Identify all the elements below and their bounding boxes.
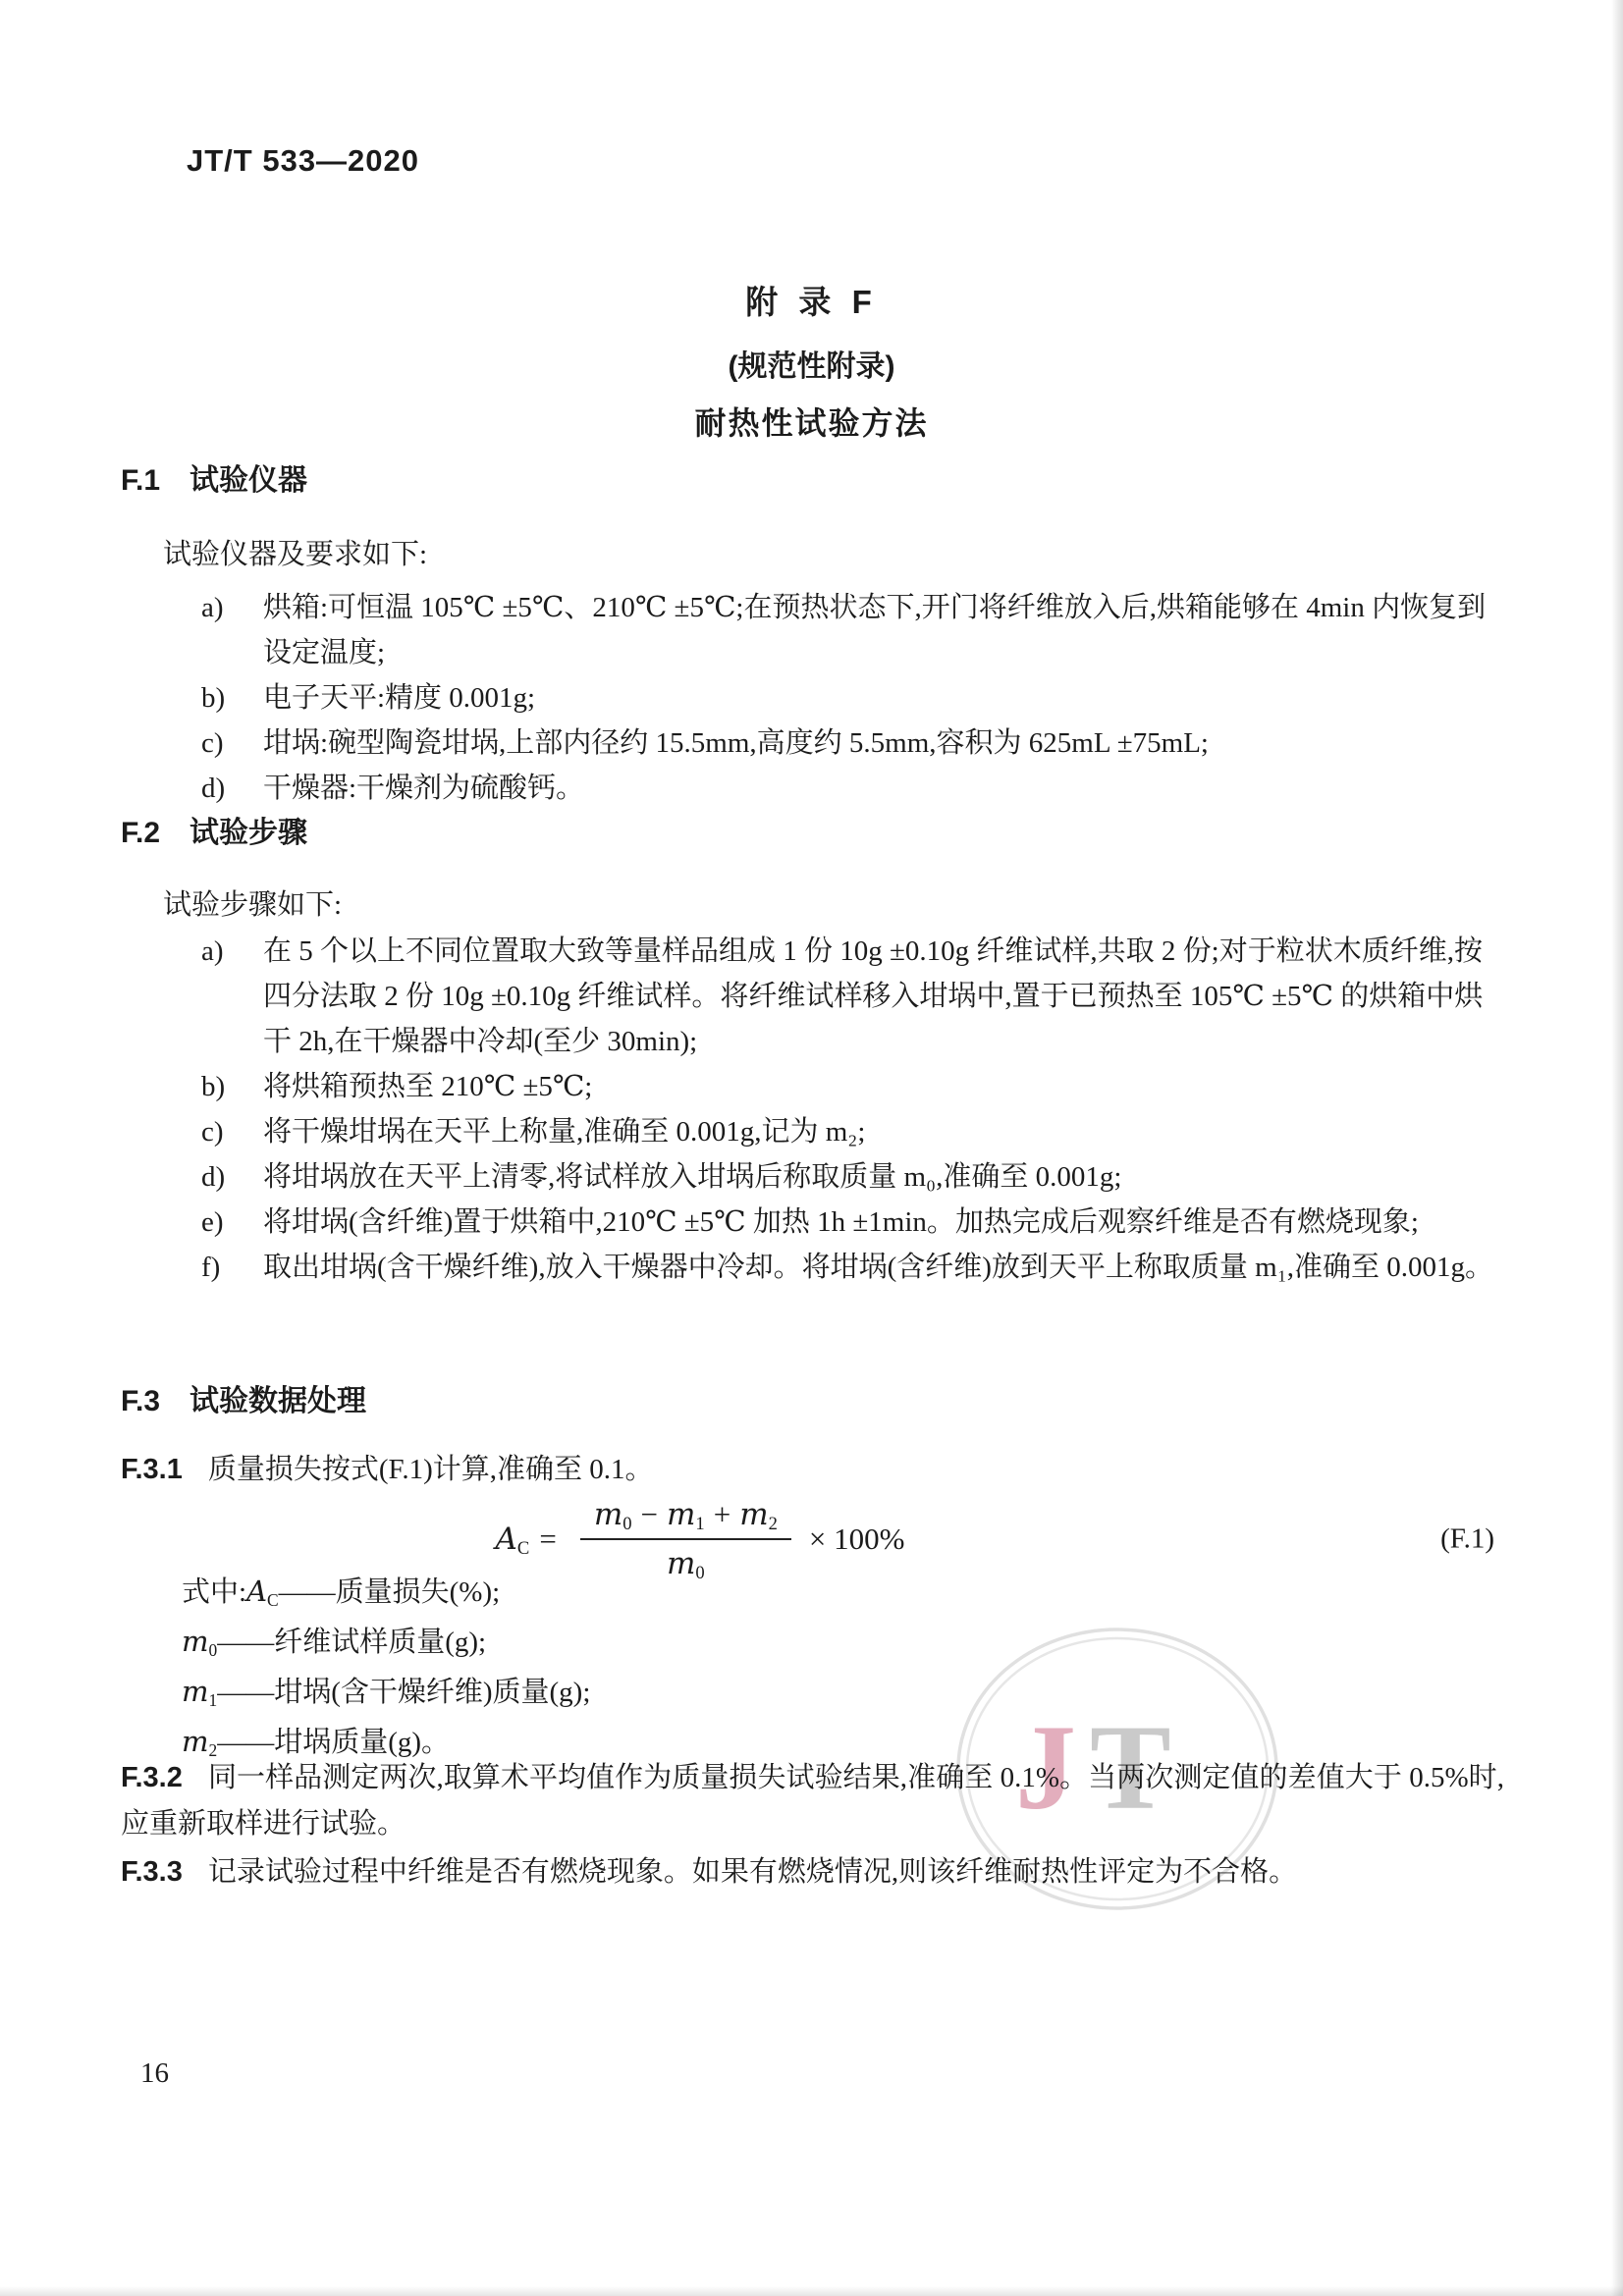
numerator-symbol: m	[667, 1497, 696, 1532]
section-f1-heading	[121, 463, 1504, 499]
list-item	[121, 585, 1504, 675]
scan-edge-bottom	[0, 2286, 1623, 2296]
list-item	[121, 1154, 1504, 1200]
operator: +	[713, 1497, 731, 1531]
symbol-base: A	[246, 1575, 268, 1608]
list-item	[121, 721, 1504, 766]
section-f3-title: 试验数据处理	[189, 1385, 367, 1417]
symbol-subscript: 0	[208, 1639, 218, 1660]
section-f2-number: F.2	[121, 817, 161, 849]
list-item-label: b)	[201, 1071, 226, 1102]
section-f3-heading	[121, 1384, 1504, 1419]
formula-lhs	[495, 1522, 530, 1560]
formula-lhs-subscript: C	[516, 1538, 530, 1560]
section-f2-title: 试验步骤	[189, 817, 308, 849]
list-item-label: d)	[201, 1161, 226, 1193]
list-item-label: e)	[201, 1206, 224, 1238]
clause-f31-text: 质量损失按式(F.1)计算,准确至 0.1。	[207, 1454, 654, 1485]
list-item-text: 烘箱:可恒温 105℃ ±5℃、210℃ ±5℃;在预热状态下,开门将纤维放入后,烘箱能够在 4min 内恢复到设定温度;	[263, 592, 1487, 668]
standard-number-header: JT/T 533—2020	[187, 143, 420, 178]
list-item-label: c)	[201, 1116, 224, 1148]
times-100-percent: × 100%	[808, 1522, 905, 1556]
list-item-text: 在 5 个以上不同位置取大致等量样品组成 1 份 10g ±0.10g 纤维试样,共取 2 份;对于粒状木质纤维,按四分法取 2 份 10g ±0.10g 纤维试样。将纤维试样移入坩埚中,置于已预热至 105℃ ±5℃ 的烘箱中烘干 2h,在干燥器中冷却(至少 30min);	[263, 935, 1484, 1057]
symbol-base: m	[182, 1625, 209, 1658]
section-f2-list	[121, 929, 1504, 1290]
stamp-letter-j: J	[1015, 1700, 1076, 1835]
symbol-definition-row	[121, 1667, 1504, 1717]
section-f1-number: F.1	[121, 464, 161, 497]
list-item-label: a)	[201, 935, 224, 967]
symbol-description: ——质量损失(%);	[278, 1576, 501, 1608]
section-f2-intro: 试验步骤如下:	[163, 889, 343, 921]
symbol-description: ——纤维试样质量(g);	[217, 1627, 487, 1658]
list-item-text: 坩埚:碗型陶瓷坩埚,上部内径约 15.5mm,高度约 5.5mm,容积为 625mL ±75mL;	[263, 727, 1209, 759]
numerator-subscript: 0	[622, 1514, 632, 1535]
clause-f33-number: F.3.3	[121, 1856, 183, 1888]
symbol-definition-row	[121, 1617, 1504, 1667]
numerator-subscript: 2	[768, 1514, 778, 1535]
appendix-normative-subtitle: (规范性附录)	[728, 350, 895, 383]
section-f2-heading	[121, 816, 1504, 851]
list-item	[121, 766, 1504, 811]
fraction-numerator	[580, 1498, 791, 1538]
list-item	[121, 929, 1504, 1064]
list-item	[121, 1109, 1504, 1154]
section-f1-title: 试验仪器	[189, 464, 308, 497]
symbol-definitions	[121, 1567, 1504, 1767]
where-lead: 式中:	[182, 1576, 247, 1608]
operator: −	[640, 1497, 658, 1531]
list-item-text: 电子天平:精度 0.001g;	[263, 682, 536, 714]
list-item-text: 干燥器:干燥剂为硫酸钙。	[263, 773, 585, 804]
page-number: 16	[140, 2057, 169, 2089]
denominator-subscript: 0	[695, 1563, 705, 1584]
clause-f32-number: F.3.2	[121, 1762, 183, 1793]
appendix-title: 附 录 F	[745, 284, 878, 320]
clause-f32-text: 同一样品测定两次,取算术平均值作为质量损失试验结果,准确至 0.1%。当两次测定值的差值大于 0.5%时,应重新取样进行试验。	[121, 1762, 1504, 1840]
symbol-base: m	[182, 1675, 209, 1708]
numerator-symbol: m	[593, 1497, 623, 1532]
list-item	[121, 675, 1504, 721]
section-f1-intro: 试验仪器及要求如下:	[163, 539, 428, 570]
symbol-description: ——坩埚质量(g)。	[217, 1727, 451, 1758]
section-f1-list	[121, 585, 1504, 811]
list-item	[121, 1200, 1504, 1245]
formula-lhs-symbol: A	[495, 1522, 517, 1557]
section-f3-number: F.3	[121, 1385, 161, 1417]
list-item-text: 将干燥坩埚在天平上称量,准确至 0.001g,记为 m₂;	[263, 1116, 866, 1148]
list-item-text: 取出坩埚(含干燥纤维),放入干燥器中冷却。将坩埚(含纤维)放到天平上称取质量 m₁,准确至 0.001g。	[263, 1252, 1494, 1283]
list-item	[121, 1245, 1504, 1290]
list-item-text: 将坩埚放在天平上清零,将试样放入坩埚后称取质量 m₀,准确至 0.001g;	[263, 1161, 1122, 1193]
symbol-description: ——坩埚(含干燥纤维)质量(g);	[217, 1677, 591, 1708]
clause-f32	[121, 1755, 1504, 1847]
symbol-definition-row	[121, 1567, 1504, 1617]
equals-sign: =	[539, 1522, 557, 1556]
list-item-label: b)	[201, 682, 226, 714]
numerator-subscript: 1	[695, 1514, 705, 1535]
list-item-label: c)	[201, 727, 224, 759]
list-item-label: d)	[201, 773, 226, 804]
list-item	[121, 1064, 1504, 1109]
denominator-symbol: m	[667, 1546, 696, 1581]
list-item-label: a)	[201, 592, 224, 623]
clause-f33-text: 记录试验过程中纤维是否有燃烧现象。如果有燃烧情况,则该纤维耐热性评定为不合格。	[207, 1856, 1298, 1888]
list-item-text: 将坩埚(含纤维)置于烘箱中,210℃ ±5℃ 加热 1h ±1min。加热完成后观察纤维是否有燃烧现象;	[263, 1206, 1419, 1238]
symbol-subscript: 2	[208, 1739, 218, 1760]
numerator-symbol: m	[739, 1497, 769, 1532]
list-item-text: 将烘箱预热至 210℃ ±5℃;	[263, 1071, 593, 1102]
clause-f31-number: F.3.1	[121, 1454, 183, 1485]
symbol-subscript: 1	[208, 1689, 218, 1710]
clause-f33	[121, 1849, 1504, 1896]
formula-number: (F.1)	[1440, 1522, 1494, 1555]
stamp-letter-t: T	[1090, 1700, 1171, 1835]
symbol-subscript: C	[267, 1589, 279, 1610]
appendix-method-title: 耐热性试验方法	[694, 405, 929, 441]
list-item-label: f)	[201, 1252, 221, 1283]
symbol-base: m	[182, 1725, 209, 1758]
